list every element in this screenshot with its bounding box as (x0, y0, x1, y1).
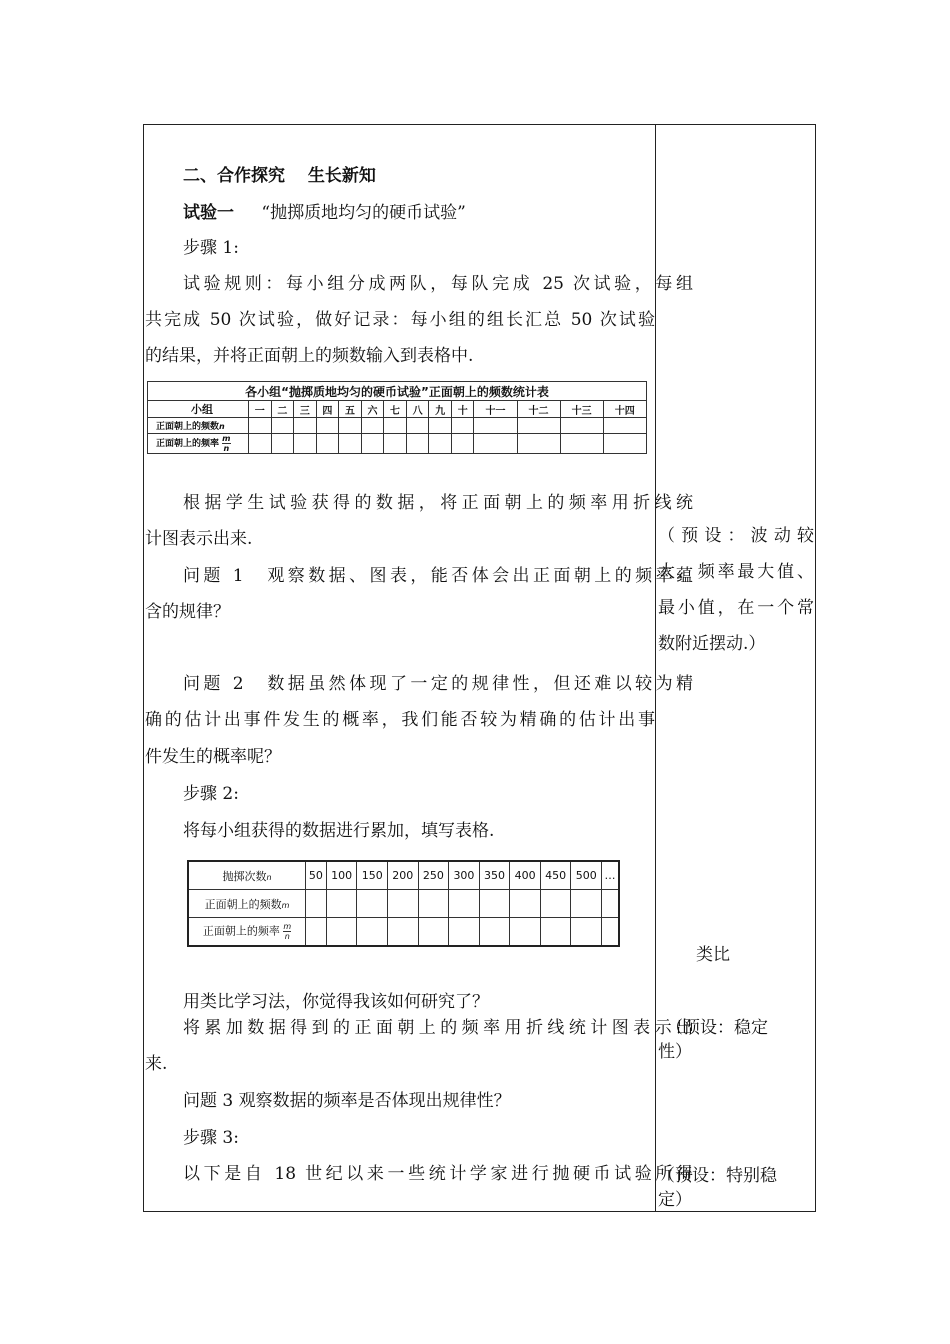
chart-para-line-1: 根据学生试验获得的数据，将正面朝上的频率用折线统 (183, 493, 693, 513)
side-note-3-line: （预设：特别稳 (658, 1166, 777, 1186)
cumulative-line-1: 将累加数据得到的正面朝上的频率用折线统计图表示出 (183, 1018, 693, 1038)
count-cell: 200 (388, 861, 419, 890)
experiment-heading (145, 203, 693, 223)
cumulative-line-2: 来. (145, 1054, 168, 1074)
table2-row1-label (188, 890, 306, 918)
group-cell: 十一 (474, 401, 517, 418)
row1-symbol: n (219, 422, 225, 431)
side-note-3-line: 定） (658, 1190, 692, 1210)
step1-label: 步骤 1: (183, 238, 239, 258)
side-note-3 (658, 1164, 814, 1212)
count-cell: 450 (540, 861, 571, 890)
count-cell: 350 (479, 861, 510, 890)
row0-symbol: n (266, 872, 272, 882)
side-note-2-line: （预设：稳定 (666, 1018, 768, 1038)
group-frequency-table (147, 381, 647, 454)
step3-text: 以下是自 18 世纪以来一些统计学家进行抛硬币试验所得 (183, 1164, 693, 1184)
group-cell: 七 (384, 401, 407, 418)
side-note-1-line: 数附近摆动.） (658, 634, 766, 654)
group-cell: 九 (429, 401, 452, 418)
question1-line-1: 问题 1 观察数据、图表，能否体会出正面朝上的频率蕴 (183, 566, 693, 586)
rules-line-1: 试验规则：每小组分成两队，每队完成 25 次试验，每组 (183, 274, 693, 294)
side-note-1-line: 最小值，在一个常 (658, 598, 814, 618)
group-cell: 八 (406, 401, 429, 418)
group-cell: 十 (451, 401, 474, 418)
side-note-1-line: （预设：波动较 (658, 526, 814, 546)
side-note-2 (658, 1016, 814, 1064)
table2-row0-label (188, 861, 306, 890)
count-cell: 50 (306, 861, 327, 890)
group-cell: 六 (361, 401, 384, 418)
count-cell: 300 (449, 861, 480, 890)
question3: 问题 3 观察数据的频率是否体现出规律性？ (183, 1091, 511, 1111)
rules-line-2: 共完成 50 次试验，做好记录：每小组的组长汇总 50 次试验 (145, 310, 655, 330)
question1-line-2: 含的规律？ (145, 602, 230, 622)
cumulative-frequency-table (187, 860, 620, 947)
count-cell: 100 (326, 861, 357, 890)
group-cell: 十三 (560, 401, 603, 418)
row1-symbol: m (281, 900, 290, 910)
step2-label: 步骤 2: (183, 784, 239, 804)
count-cell: 250 (418, 861, 449, 890)
row1-label-text: 正面朝上的频数 (156, 422, 220, 432)
row2-label-text: 正面朝上的频率 (202, 924, 280, 938)
count-cell: 500 (571, 861, 602, 890)
experiment-name: “抛掷质地均匀的硬币试验” (261, 203, 466, 223)
side-analogy: 类比 (696, 945, 730, 965)
frac-den: n (284, 932, 290, 941)
frac-den: n (223, 444, 230, 453)
analogy-question: 用类比学习法，你觉得我该如何研究了？ (183, 992, 489, 1012)
question2-line-1: 问题 2 数据虽然体现了一定的规律性，但还难以较为精 (183, 674, 693, 694)
table1-header-label: 小组 (148, 401, 249, 418)
side-note-1 (658, 518, 814, 662)
frac-num: m (222, 434, 231, 443)
group-cell: 十二 (517, 401, 560, 418)
section-title: 二、合作探究 生长新知 (183, 166, 376, 186)
row0-label-text: 抛掷次数 (222, 869, 267, 883)
group-cell: 十四 (603, 401, 646, 418)
count-cell: 400 (510, 861, 541, 890)
rules-line-3: 的结果，并将正面朝上的频数输入到表格中. (145, 346, 474, 366)
fraction-m-over-n (222, 434, 230, 453)
row1-label-text: 正面朝上的频数 (204, 897, 282, 911)
fraction-m-over-n (283, 922, 291, 941)
group-cell: 三 (294, 401, 317, 418)
count-cell: 150 (357, 861, 388, 890)
row2-label-text: 正面朝上的频率 (156, 439, 220, 449)
table1-title: 各小组“抛掷质地均匀的硬币试验”正面朝上的频数统计表 (148, 382, 647, 401)
group-cell: 四 (316, 401, 339, 418)
group-cell: 一 (249, 401, 272, 418)
question2-line-2: 确的估计出事件发生的概率，我们能否较为精确的估计出事 (145, 710, 655, 730)
table2-row2-label (188, 918, 306, 947)
side-note-1-line: 大，频率最大值、 (658, 562, 814, 582)
step2-text: 将每小组获得的数据进行累加，填写表格. (183, 821, 495, 841)
table1-row1-label (148, 418, 249, 434)
experiment-label: 试验一 (183, 203, 234, 223)
frac-num: m (283, 922, 292, 931)
count-cell: … (602, 861, 619, 890)
group-cell: 二 (271, 401, 294, 418)
group-cell: 五 (339, 401, 362, 418)
table1-row2-label (148, 434, 249, 454)
side-note-2-line: 性） (658, 1042, 692, 1062)
question2-line-3: 件发生的概率呢？ (145, 747, 281, 767)
step3-label: 步骤 3: (183, 1128, 239, 1148)
chart-para-line-2: 计图表示出来. (145, 529, 253, 549)
